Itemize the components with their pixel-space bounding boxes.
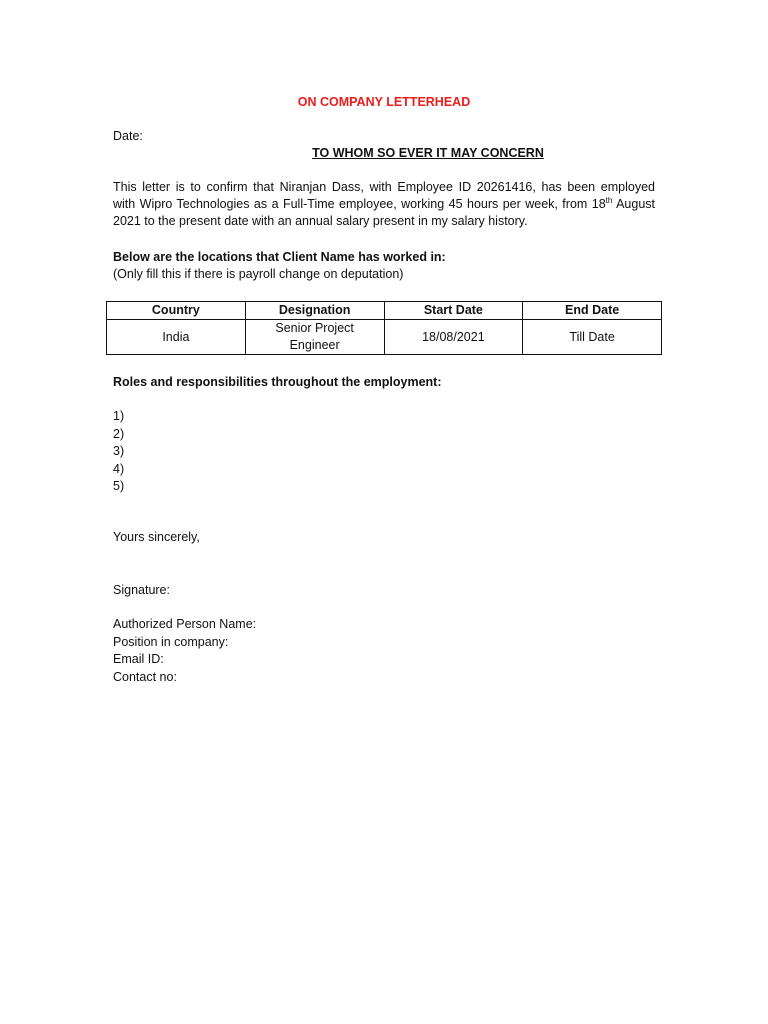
intro-line-1: This letter is to confirm that Niranjan Dass, with Employee ID 20261416, has been employed [113,180,655,194]
concern-heading: TO WHOM SO EVER IT MAY CONCERN [312,146,544,160]
signatory-fields [113,616,256,686]
list-item: 3) [113,444,125,458]
authorized-person-name-label: Authorized Person Name: [113,617,257,631]
signature-label: Signature: [113,583,170,597]
cell-country: India [107,320,246,355]
locations-table [106,301,662,355]
column-header-end-date: End Date [523,302,662,320]
table-row [107,320,662,355]
list-item: 2) [113,426,125,441]
list-item: 5) [113,479,125,493]
list-item: 1) [113,409,125,423]
closing-line: Yours sincerely, [113,530,200,544]
locations-note: (Only fill this if there is payroll change on deputation) [113,267,404,281]
position-label: Position in company: [113,634,229,649]
cell-designation: Senior Project Engineer [245,320,384,355]
contact-no-label: Contact no: [113,669,177,684]
intro-paragraph [113,179,655,230]
intro-line-2-month: August [612,197,655,211]
table-header-row [107,302,662,320]
date-label: Date: [113,129,143,143]
intro-line-3: 2021 to the present date with an annual salary present in my salary history. [113,214,528,228]
column-header-designation: Designation [245,302,384,320]
intro-line-2 [113,196,655,213]
intro-line-2-text: with Wipro Technologies as a Full-Time employee, working 45 hours per week, from 18 [113,197,606,211]
locations-heading: Below are the locations that Client Name has worked in: [113,250,446,264]
roles-heading: Roles and responsibilities throughout the employment: [113,375,442,389]
email-id-label: Email ID: [113,652,164,666]
ordinal-suffix: th [605,195,613,205]
list-item: 4) [113,461,125,476]
column-header-country: Country [107,302,246,320]
column-header-start-date: Start Date [384,302,523,320]
cell-end-date: Till Date [523,320,662,355]
letterhead-title: ON COMPANY LETTERHEAD [297,95,471,109]
roles-list [113,408,124,496]
cell-start-date: 18/08/2021 [384,320,523,355]
